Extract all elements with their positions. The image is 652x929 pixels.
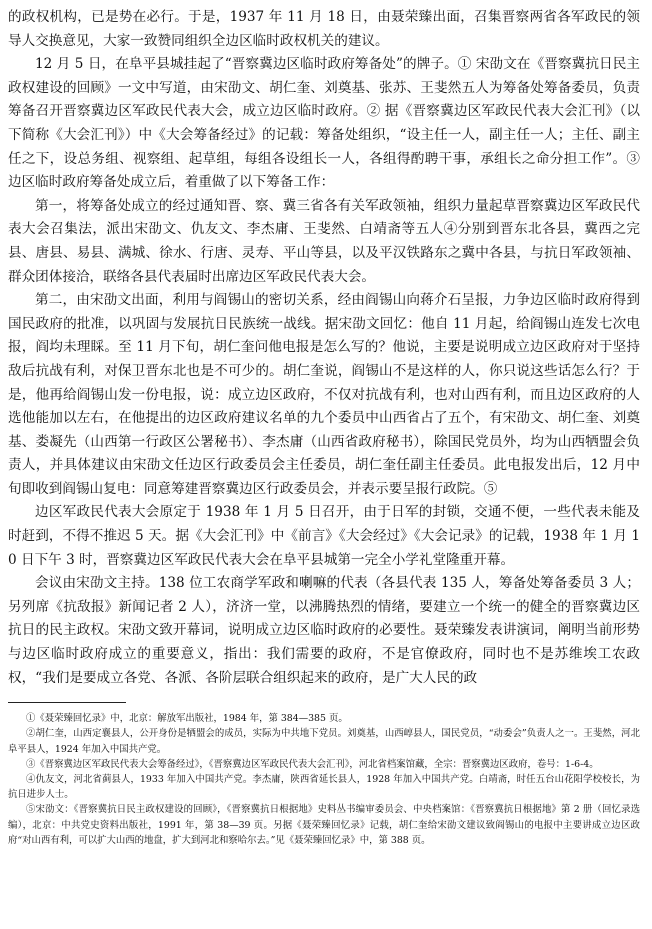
footnote-divider: [8, 702, 126, 703]
footnote-4: ④仇友文，河北省蓟县人，1933 年加入中国共产党。李杰庸，陕西省延长县人，1928 年加入中国共产党。白靖斋，时任五台山花阳学校校长，为抗日进步人士。: [8, 774, 640, 801]
paragraph-1: 的政权机构，已是势在必行。于是，1937 年 11 月 18 日，由聂荣臻出面，召集晋察两省各军政民的领导人交换意见，大家一致赞同组织全边区临时政权机关的建议。: [8, 9, 640, 49]
footnotes: [8, 711, 640, 848]
footnote-3: ③《晋察冀边区军政民代表大会筹备经过》，《晋察冀边区军政民代表大会汇刊》，河北省档案馆藏，全宗：晋察冀边区政府，卷号：1-6-4。: [26, 758, 599, 770]
main-text: [8, 6, 640, 690]
footnote-1: ①《聂荣臻回忆录》中，北京：解放军出版社，1984 年，第 384—385 页。: [26, 713, 348, 725]
paragraph-6: 会议由宋劭文主持。138 位工农商学军政和喇嘛的代表（各县代表 135 人，筹备处筹备委员 3 人；另列席《抗敌报》新闻记者 2 人），济济一堂，以沸腾热烈的情绪，要建立一个统一的健全的晋察冀边区抗日的民主政权。宋劭文致开幕词，说明成立边区临时政府的必要性。聂荣臻发表讲演词，阐明当前形势与边区临时政府成立的重要意义，指出：我们需要的政府，不是官僚政府，同时也不是苏维埃工农政权，“我们是要成立各党、各派、各阶层联合组织起来的政府，是广大人民的政: [8, 575, 640, 686]
paragraph-4: 第二，由宋劭文出面，利用与阎锡山的密切关系，经由阎锡山向蒋介石呈报，力争边区临时政府得到国民政府的批准，以巩固与发展抗日民族统一战线。据宋劭文回忆：他自 11 月起，给阎锡山连发七次电报，阎均未理睬。至 11 月下旬，胡仁奎问他电报是怎么写的？他说，主要是说明成立边区政府对于坚持敌后抗战有利，对保卫晋东北也是不可少的。胡仁奎说，阎锡山不是这样的人，你只说这些话怎么行？于是，他再给阎锡山发一份电报，说：成立边区政府，不仅对抗战有利，也对山西有利，而且边区政府的人选他能加以左右，在他提出的边区政府建议名单的九个委员中山西省占了五个，有宋劭文、胡仁奎、刘奠基、娄凝先（山西第一行政区公署秘书）、李杰庸（山西省政府秘书），除国民党员外，均为山西牺盟会负责人，并具体建议由宋劭文任边区行政委员会主任委员，胡仁奎任副主任委员。此电报发出后，12 月中旬即收到阎锡山复电：同意筹建晋察冀边区行政委员会，并表示要呈报行政院。⑤: [8, 292, 640, 497]
footnote-2: ②胡仁奎，山西定襄县人，公开身份是牺盟会的成员，实际为中共地下党员。刘奠基，山西崞县人，国民党员，“动委会”负责人之一。王斐然，河北阜平县人，1924 年加入中国共产党。: [8, 728, 640, 755]
paragraph-5: 边区军政民代表大会原定于 1938 年 1 月 5 日召开，由于日军的封锁，交通不便，一些代表未能及时赶到，不得不推迟 5 天。据《大会汇刊》中《前言》《大会经过》《大会记录》的记载，1938 年 1 月 10 日下午 3 时，晋察冀边区军政民代表大会在阜平县城第一完全小学礼堂隆重开幕。: [8, 504, 640, 568]
paragraph-3: 第一，将筹备处成立的经过通知晋、察、冀三省各有关军政领袖，组织力量起草晋察冀边区军政民代表大会召集法，派出宋劭文、仇友文、李杰庸、王斐然、白靖斋等五人④分别到晋东北各县，冀西之完县、唐县、易县、满城、徐水、行唐、灵寿、平山等县，以及平汉铁路东之冀中各县，与抗日军政领袖、群众团体接洽，联络各县代表届时出席边区军政民代表大会。: [8, 197, 640, 285]
paragraph-2: 12 月 5 日，在阜平县城挂起了“晋察冀边区临时政府筹备处”的牌子。① 宋劭文在《晋察冀抗日民主政权建设的回顾》一文中写道，由宋劭文、胡仁奎、刘奠基、张苏、王斐然五人为筹备处筹备委员，负责筹备召开晋察冀边区军政民代表大会，成立边区临时政府。② 据《晋察冀边区军政民代表大会汇刊》（以下简称《大会汇刊》）中《大会筹备经过》的记载：筹备处组织，“设主任一人，副主任一人；主任、副主任之下，设总务组、视察组、起草组，每组各设组长一人，各组得酌聘干事，承组长之命分担工作”。③ 边区临时政府筹备处成立后，着重做了以下筹备工作：: [8, 56, 640, 191]
footnote-5: ⑤宋劭文：《晋察冀抗日民主政权建设的回顾》，《晋察冀抗日根据地》史料丛书编审委员会、中央档案馆：《晋察冀抗日根据地》第 2 册（回忆录选编），北京：中共党史资料出版社，1991 年，第 38—39 页。另据《聂荣臻回忆录》记载，胡仁奎给宋劭文建议致阎锡山的电报中主要讲成立边区政府“对山西有利，可以扩大山西的地盘，扩大到河北和察哈尔去。”见《聂荣臻回忆录》中，第 388 页。: [8, 804, 640, 846]
